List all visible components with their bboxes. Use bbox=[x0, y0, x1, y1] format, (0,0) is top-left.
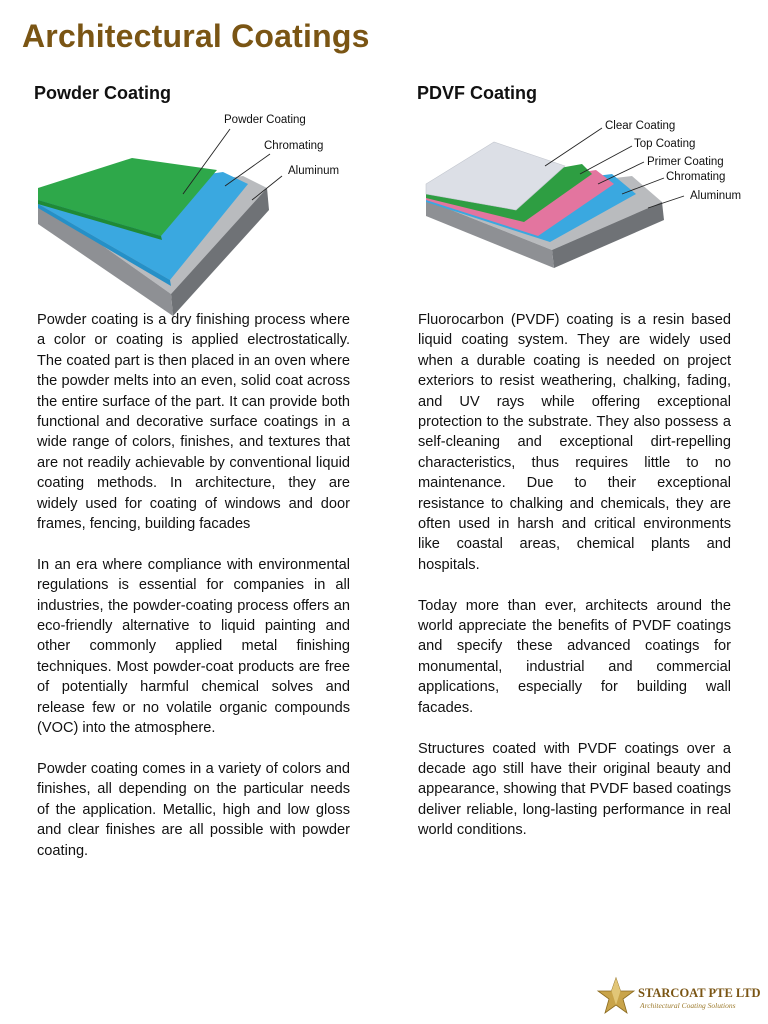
powder-coating-heading: Powder Coating bbox=[34, 83, 172, 103]
powder-coating-text bbox=[37, 310, 350, 881]
powder-coating-layers-illustration bbox=[20, 104, 390, 304]
label-top-coating: Top Coating bbox=[634, 138, 696, 150]
leader-line-clear bbox=[545, 128, 602, 166]
pvdf-coating-heading: PDVF Coating bbox=[417, 83, 537, 103]
leader-line-top bbox=[580, 146, 632, 174]
pvdf-paragraph-2: Today more than ever, architects around the world appreciate the benefits of PVDF coatings and specify these advanced coatings for monumental, industrial and commercial applications, especially for building wall facades. bbox=[418, 597, 731, 716]
label-aluminum: Aluminum bbox=[690, 190, 742, 202]
powder-paragraph-2: In an era where compliance with environmental regulations is essential for companies in all industries, the powder-coating process offers an eco-friendly alternative to liquid painting and other commonly applied metal finishing techniques. Most powder-coat products are free of potentially harmful chemical solves and release few or no volatile organic compounds (VOC) into the atmosphere. bbox=[37, 556, 350, 737]
label-clear-coating: Clear Coating bbox=[605, 120, 676, 132]
label-chromating: Chromating bbox=[264, 140, 324, 152]
pvdf-paragraph-1: Fluorocarbon (PVDF) coating is a resin based liquid coating system. They are widely used when a durable coating is needed on project exteriors to resist weathering, chalking, fading, and UV rays while offering exceptional protection to the substrate. They also possess a self-cleaning and exceptional dirt-repelling characteristics, thus requires little to no maintenance. Due to their exceptional resistance to chalking and chemicals, they are often used in harsh and critical environments like coastal areas, chemical plants and hospitals. bbox=[418, 312, 731, 573]
label-aluminum: Aluminum bbox=[288, 165, 340, 177]
label-powder-coating: Powder Coating bbox=[224, 114, 306, 126]
company-tagline: Architectural Coating Solutions bbox=[640, 1001, 736, 1010]
company-name: STARCOAT PTE LTD bbox=[638, 986, 761, 1000]
powder-paragraph-3: Powder coating comes in a variety of colors and finishes, all depending on the particular needs of the application. Metallic, high and low gloss and clear finishes are all possible with powder coating. bbox=[37, 760, 350, 859]
powder-paragraph-1: Powder coating is a dry finishing process where a color or coating is applied electrostatically. The coated part is then placed in an oven where the powder melts into an even, solid coat across the entire surface of the part. It can provide both functional and decorative surface coatings in a wide range of colors, finishes, and textures that are not readily achievable by conventional liquid coating methods. In architecture, they are widely used for coating of windows and door frames, fencing, building facades bbox=[37, 312, 350, 533]
company-logo bbox=[596, 976, 766, 1016]
powder-coating-diagram bbox=[20, 104, 390, 304]
pvdf-coating-layers-illustration bbox=[400, 104, 768, 304]
label-chromating: Chromating bbox=[666, 171, 726, 183]
pvdf-paragraph-3: Structures coated with PVDF coatings over a decade ago still have their original beauty and appearance, showing that PVDF based coatings deliver reliable, long-lasting performance in real world conditions. bbox=[418, 740, 731, 839]
pvdf-coating-text bbox=[418, 310, 731, 861]
star-logo-icon bbox=[596, 976, 636, 1016]
label-primer-coating: Primer Coating bbox=[647, 156, 724, 168]
page-title: Architectural Coatings bbox=[22, 18, 370, 54]
pvdf-coating-diagram bbox=[400, 104, 768, 304]
